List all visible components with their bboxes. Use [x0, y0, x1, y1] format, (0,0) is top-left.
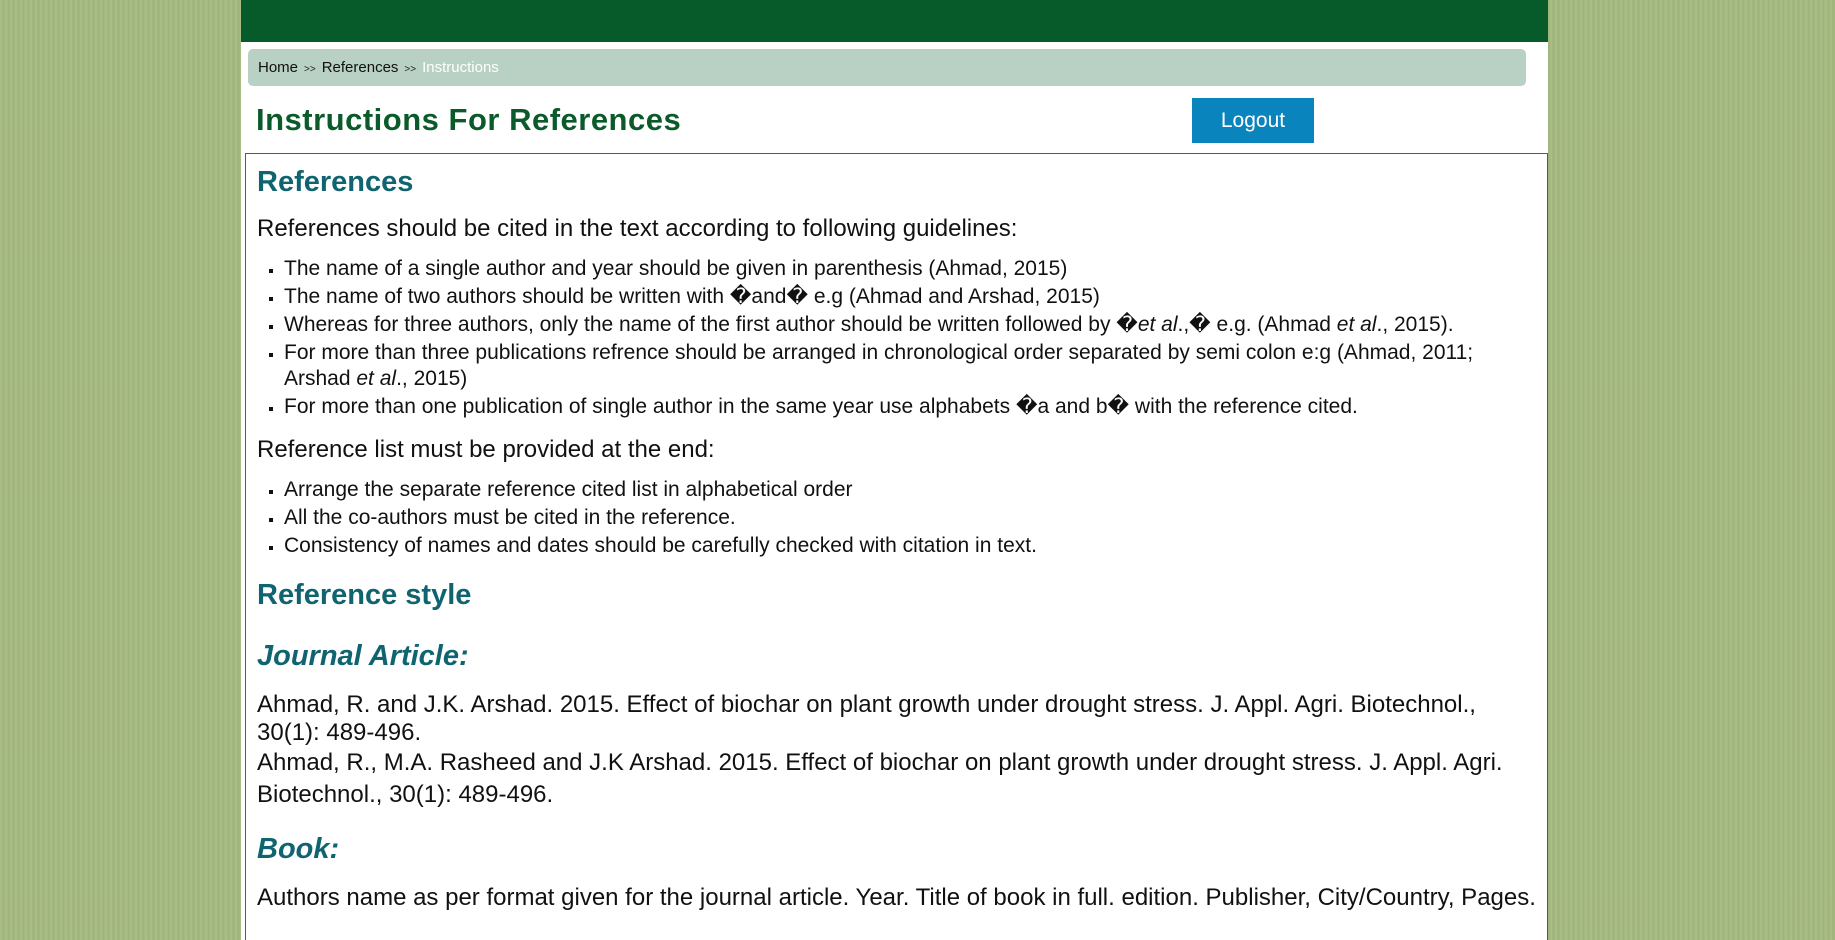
guidelines-intro: References should be cited in the text according to following guidelines:: [257, 215, 1018, 242]
page-container: [241, 0, 1548, 940]
top-banner: [241, 0, 1548, 42]
et-al-italic: et al: [1137, 313, 1178, 336]
list-item: ▪ For more than one publication of single author in the same year use alphabets �a and b� with the reference cited.: [284, 394, 1536, 420]
list-item-text: For more than three publications refrence should be arranged in chronological order separated by semi colon e:g (Ahmad, 2011; Arshad: [284, 341, 1474, 390]
et-al-italic: et al: [1336, 313, 1377, 336]
logout-button[interactable]: Logout: [1192, 98, 1314, 143]
page-title: Instructions For References: [256, 102, 682, 137]
reference-list-rules: [257, 477, 1536, 559]
book-examples: [257, 884, 1536, 912]
breadcrumb: [248, 49, 1526, 86]
subheading-journal-article: Journal Article:: [257, 640, 469, 672]
list-item-text: .,� e.g. (Ahmad: [1177, 313, 1337, 336]
list-item-text: ., 2015).: [1376, 313, 1454, 336]
list-item: ▪ The name of a single author and year should be given in parenthesis (Ahmad, 2015): [284, 256, 1536, 282]
breadcrumb-current: Instructions: [422, 59, 499, 76]
section-heading-references: References: [257, 166, 414, 198]
subheading-book: Book:: [257, 833, 340, 865]
breadcrumb-references-link[interactable]: References: [321, 59, 399, 76]
list-item-text: ., 2015): [396, 367, 468, 390]
list-item: [284, 312, 1536, 338]
list-item: ▪ Consistency of names and dates should be carefully checked with citation in text.: [284, 533, 1536, 559]
section-heading-reference-style: Reference style: [257, 579, 472, 611]
breadcrumb-home-link[interactable]: Home: [258, 59, 299, 76]
list-item: [284, 340, 1536, 392]
breadcrumb-separator: >>: [404, 64, 417, 75]
journal-examples: [257, 691, 1536, 811]
et-al-italic: et al: [356, 367, 397, 390]
journal-example: Ahmad, R. and J.K. Arshad. 2015. Effect of biochar on plant growth under drought stress. J. Appl. Agri. Biotechnol., 30(1): 489-496.: [257, 691, 1476, 746]
book-example: Authors name as per format given for the journal article. Year. Title of book in full. edition. Publisher, City/Country, Pages.: [257, 884, 1536, 911]
reference-list-intro: Reference list must be provided at the end:: [257, 436, 715, 463]
list-item: ▪ Arrange the separate reference cited list in alphabetical order: [284, 477, 1536, 503]
breadcrumb-separator: >>: [304, 64, 316, 75]
instructions-panel: [245, 153, 1548, 940]
citation-guidelines-list: [257, 256, 1536, 420]
list-item: ▪ All the co-authors must be cited in the reference.: [284, 505, 1536, 531]
list-item: ▪ The name of two authors should be written with �and� e.g (Ahmad and Arshad, 2015): [284, 284, 1536, 310]
journal-example: Ahmad, R., M.A. Rasheed and J.K Arshad. 2015. Effect of biochar on plant growth under drought stress. J. Appl. Agri. Biotechnol., 30(1): 489-496.: [257, 749, 1503, 808]
list-item-text: Whereas for three authors, only the name of the first author should be written followed by �: [284, 313, 1138, 336]
